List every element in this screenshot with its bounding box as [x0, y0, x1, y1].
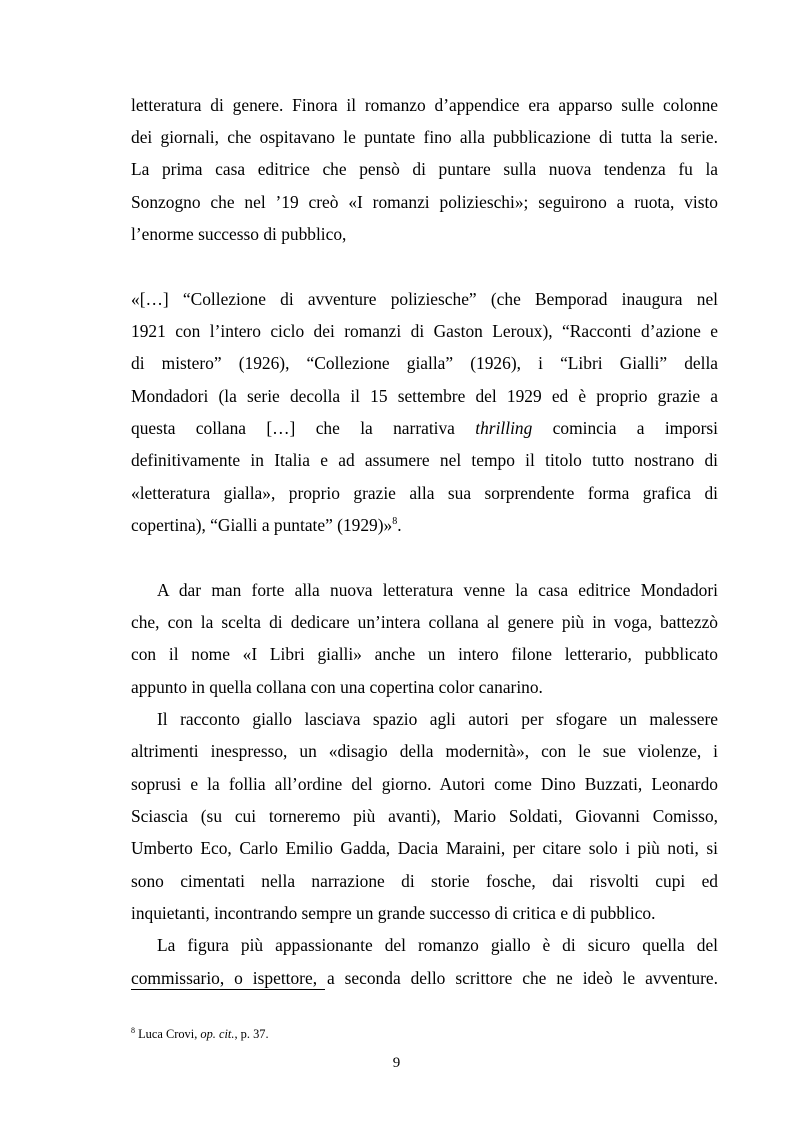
quote-line-6: definitivamente in Italia e ad assumere nel tempo il titolo tutto nostrano di [131, 450, 718, 470]
footnote-separator [131, 989, 325, 990]
footnote-reference[interactable]: 8 [392, 516, 398, 527]
quote-line-3: di mistero” (1926), “Collezione gialla” (1926), i “Libri Gialli” della [131, 353, 718, 373]
paragraph-3-line-1: Il racconto giallo lasciava spazio agli autori per sfogare un malessere [157, 709, 718, 729]
paragraph-2-line-3: con il nome «I Libri gialli» anche un intero filone letterario, pubblicato [131, 644, 718, 664]
quote-line-5-end: comincia a imporsi [552, 418, 718, 438]
quote-line-2: 1921 con l’intero ciclo dei romanzi di Gaston Leroux), “Racconti d’azione e [131, 321, 718, 341]
paragraph-1-line-5: l’enorme successo di pubblico, [131, 224, 347, 244]
paragraph-3-line-2: altrimenti inespresso, un «disagio della modernità», con le sue violenze, i [131, 741, 718, 761]
paragraph-1-line-3: La prima casa editrice che pensò di puntare sulla nuova tendenza fu la [131, 159, 718, 179]
quote-last-period: . [397, 515, 402, 535]
paragraph-1-line-4: Sonzogno che nel ’19 creò «I romanzi polizieschi»; seguirono a ruota, visto [131, 192, 718, 212]
paragraph-4-line-1: La figura più appassionante del romanzo giallo è di sicuro quella del [157, 935, 718, 955]
quote-line-8 [131, 515, 718, 535]
footnote-author: Luca Crovi, [138, 1027, 198, 1041]
quote-line-4: Mondadori (la serie decolla il 15 settembre del 1929 ed è proprio grazie a [131, 386, 718, 406]
paragraph-3-line-3: soprusi e la follia all’ordine del giorno. Autori come Dino Buzzati, Leonardo [131, 774, 718, 794]
paragraph-2-line-2: che, con la scelta di dedicare un’intera collana al genere più in voga, battezzò [131, 612, 718, 632]
footnote [131, 1027, 269, 1041]
paragraph-3-line-6: sono cimentati nella narrazione di storie fosche, dai risvolti cupi ed [131, 871, 718, 891]
footnote-work: op. cit. [200, 1027, 235, 1041]
quote-line-5 [131, 418, 718, 438]
page-number: 9 [392, 1055, 401, 1071]
paragraph-2-line-1: A dar man forte alla nuova letteratura venne la casa editrice Mondadori [157, 580, 718, 600]
quote-line-7: «letteratura gialla», proprio grazie alla sua sorprendente forma grafica di [131, 483, 718, 503]
quote-italic-thrilling: thrilling [475, 418, 533, 438]
paragraph-4-line-2: commissario, o ispettore, a seconda dello scrittore che ne ideò le avventure. [131, 968, 718, 988]
paragraph-3-line-4: Sciascia (su cui torneremo più avanti), Mario Soldati, Giovanni Comisso, [131, 806, 718, 826]
paragraph-1-line-2: dei giornali, che ospitavano le puntate fino alla pubblicazione di tutta la serie. [131, 127, 718, 147]
quote-line-5-start: questa collana […] che la narrativa [131, 418, 455, 438]
quote-last-text: copertina), “Gialli a puntate” (1929)» [131, 515, 393, 535]
quote-line-1: «[…] “Collezione di avventure poliziesche” (che Bemporad inaugura nel [131, 289, 718, 309]
paragraph-1-line-1: letteratura di genere. Finora il romanzo d’appendice era apparso sulle colonne [131, 95, 718, 115]
paragraph-3-line-5: Umberto Eco, Carlo Emilio Gadda, Dacia Maraini, per citare solo i più noti, si [131, 838, 718, 858]
paragraph-2-line-4: appunto in quella collana con una copertina color canarino. [131, 677, 543, 697]
paragraph-3-line-7: inquietanti, incontrando sempre un grande successo di critica e di pubblico. [131, 903, 656, 923]
footnote-page: , p. 37. [234, 1027, 269, 1041]
footnote-number: 8 [131, 1026, 135, 1035]
